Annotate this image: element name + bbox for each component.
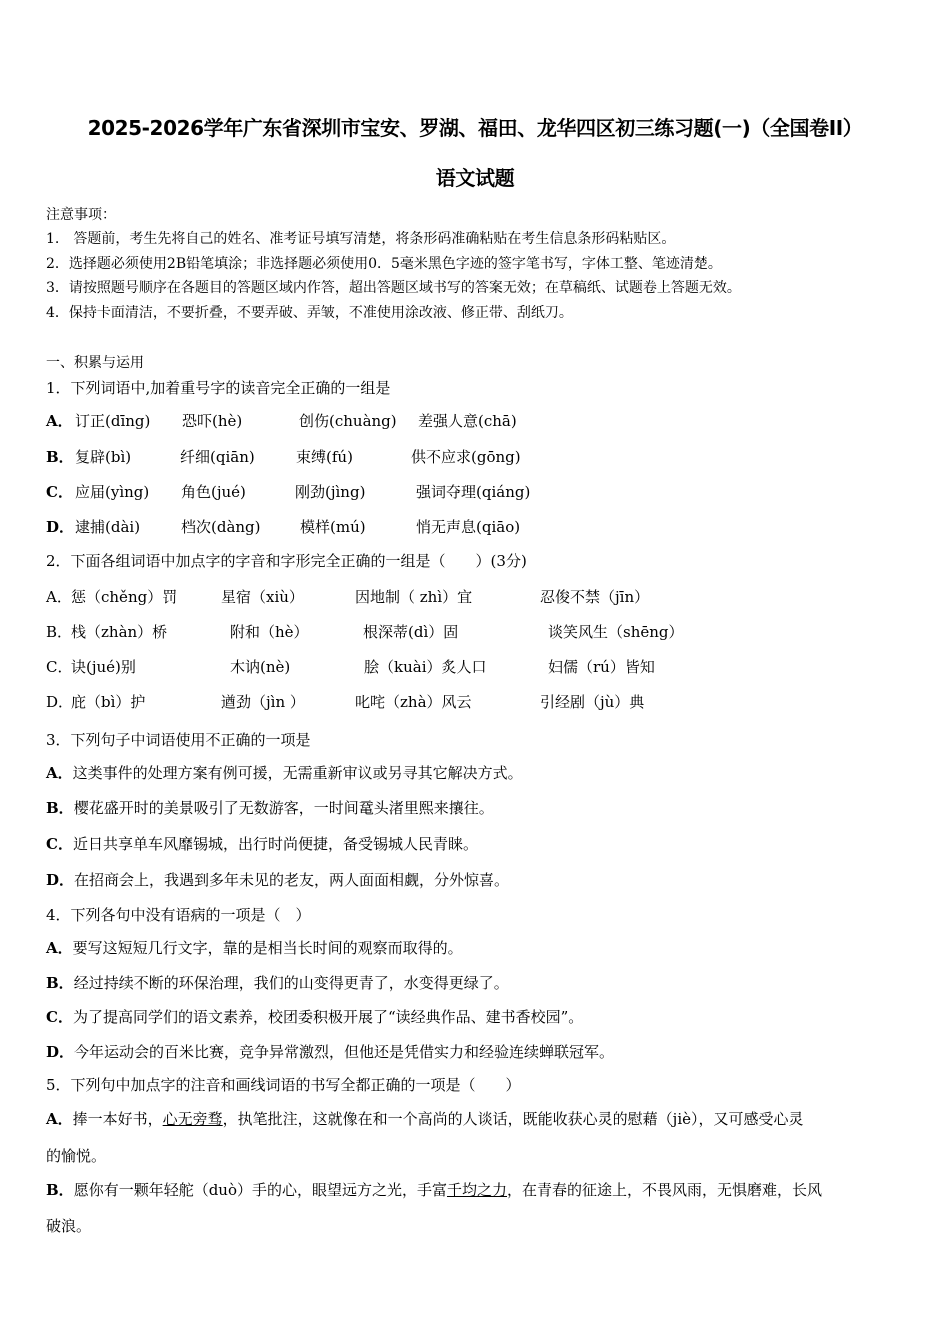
option-label: B．	[46, 1181, 74, 1199]
title-line-2: 语文试题	[435, 166, 515, 190]
q1-option-word: 纤细(qiān)	[180, 448, 255, 466]
q2-option-word: 庇（bì）护	[71, 693, 146, 711]
option-label: C．	[46, 1008, 73, 1026]
q3-option	[46, 869, 509, 890]
option-label: A．	[46, 939, 73, 957]
q2-option-label: C．	[46, 658, 73, 676]
q2-option-word: 惩（chěng）罚	[71, 588, 178, 606]
q2-option-word: 谈笑风生（shēng）	[548, 623, 684, 641]
q3-option	[46, 762, 523, 783]
q1-option-word: 悄无声息(qiāo)	[416, 518, 521, 536]
underlined-phrase: 千均之力	[446, 1181, 507, 1199]
q4-option	[46, 937, 463, 958]
option-text: 这类事件的处理方案有例可援，无需重新审议或另寻其它解决方式。	[72, 764, 523, 782]
q3-option	[46, 797, 494, 818]
q2-option-word: 栈（zhàn）桥	[71, 623, 168, 641]
option-text: 捧一本好书，	[72, 1110, 163, 1128]
notice-item: 4．保持卡面清洁，不要折叠，不要弄破、弄皱，不准使用涂改液、修正带、刮纸刀。	[46, 305, 573, 321]
q2-option-word: 妇儒（rú）皆知	[548, 658, 655, 676]
option-text: 愿你有一颗年轻舵（duò）手的心，眼望远方之光，手富	[73, 1181, 447, 1199]
q2-option-word: 根深蒂(dì）固	[363, 623, 459, 641]
q1-option-word: 束缚(fú)	[296, 448, 353, 466]
q5-option-b	[46, 1179, 822, 1200]
q1-option-label: D．	[46, 518, 75, 536]
q4-option	[46, 1006, 583, 1027]
option-text: 为了提高同学们的语文素养，校团委积极开展了“读经典作品、建书香校园”。	[72, 1008, 584, 1026]
q1-option-word: 逮捕(dài)	[75, 518, 141, 536]
q2-option-word: 遒劲（jìn ）	[221, 693, 305, 711]
q1-option-word: 强词夺理(qiáng)	[416, 483, 531, 501]
q2-option-word: 脍（kuài）炙人口	[364, 658, 487, 676]
option-label: D．	[46, 871, 75, 889]
option-label: A．	[46, 764, 73, 782]
option-text: ，在青春的征途上，不畏风雨，无惧磨难，长风	[507, 1181, 823, 1199]
option-label: B．	[46, 799, 74, 817]
notice-item: 2．选择题必须使用2B铅笔填涂；非选择题必须使用0．5毫米黑色字迹的签字笔书写，字体工整、笔迹清楚。	[46, 256, 722, 272]
q1-stem: 1．下列词语中,加着重号字的读音完全正确的一组是	[46, 379, 391, 397]
option-label: A．	[46, 1110, 73, 1128]
q2-option-label: B．	[46, 623, 73, 641]
q1-option-word: 模样(mú)	[300, 518, 366, 536]
option-text: 今年运动会的百米比赛，竞争异常激烈，但他还是凭借实力和经验连续蝉联冠军。	[74, 1043, 615, 1061]
q5-option-a	[46, 1108, 804, 1129]
option-label: B．	[46, 974, 74, 992]
option-label: C．	[46, 835, 73, 853]
q1-option-label: A．	[46, 412, 73, 430]
section-heading: 一、积累与运用	[46, 355, 144, 371]
q2-option-word: 附和（hè）	[230, 623, 309, 641]
q3-stem: 3．下列句子中词语使用不正确的一项是	[46, 731, 311, 749]
q1-option-word: 差强人意(chā)	[418, 412, 517, 430]
q5-stem: 5．下列句中加点字的注音和画线词语的书写全都正确的一项是（ ）	[46, 1076, 521, 1094]
q2-option-word: 引经剧（jù）典	[540, 693, 645, 711]
option-text: 近日共享单车风靡锡城，出行时尚便捷，备受锡城人民青睐。	[72, 835, 478, 853]
q4-option	[46, 1041, 614, 1062]
option-text: 樱花盛开时的美景吸引了无数游客，一时间鼋头渚里熙来攘往。	[73, 799, 494, 817]
option-text: 经过持续不断的环保治理，我们的山变得更青了，水变得更绿了。	[73, 974, 509, 992]
underlined-phrase: 心无旁骛	[162, 1110, 223, 1128]
notice-item: 1. 答题前，考生先将自己的姓名、准考证号填写清楚，将条形码准确粘贴在考生信息条形码粘贴区。	[46, 231, 676, 247]
q1-option-word: 档次(dàng)	[181, 518, 261, 536]
q2-option-word: 因地制（ zhì）宜	[355, 588, 473, 606]
title-line-1: 2025-2026学年广东省深圳市宝安、罗湖、福田、龙华四区初三练习题(一)（全国卷II）	[87, 116, 863, 140]
q1-option-word: 恐吓(hè)	[182, 412, 243, 430]
q2-option-word: 星宿（xiù）	[221, 588, 304, 606]
q4-stem: 4．下列各句中没有语病的一项是（ ）	[46, 906, 311, 924]
q1-option-label: C．	[46, 483, 73, 501]
q1-option-word: 应届(yìng)	[75, 483, 150, 501]
option-text: 要写这短短几行文字，靠的是相当长时间的观察而取得的。	[72, 939, 463, 957]
q5-option-a-continued: 的愉悦。	[46, 1147, 107, 1165]
q1-option-label: B．	[46, 448, 74, 466]
q5-option-b-continued: 破浪。	[46, 1217, 92, 1235]
q2-option-word: 叱咤（zhà）风云	[355, 693, 472, 711]
q2-option-label: A．	[46, 588, 72, 606]
q1-option-word: 创伤(chuàng)	[299, 412, 397, 430]
option-label: D．	[46, 1043, 75, 1061]
q1-option-word: 角色(jué)	[181, 483, 246, 501]
notice-item: 3．请按照题号顺序在各题目的答题区域内作答，超出答题区域书写的答案无效；在草稿纸、试题卷上答题无效。	[46, 280, 741, 296]
q2-option-word: 诀(jué)别	[71, 658, 136, 676]
q1-option-word: 供不应求(gōng)	[411, 448, 521, 466]
option-text: 在招商会上，我遇到多年未见的老友，两人面面相觑，分外惊喜。	[74, 871, 510, 889]
q1-option-word: 订正(dīng)	[75, 412, 151, 430]
q2-option-word: 木讷(nè)	[230, 658, 291, 676]
q3-option	[46, 833, 478, 854]
q1-option-word: 刚劲(jìng)	[295, 483, 366, 501]
option-text: ，执笔批注，这就像在和一个高尚的人谈话，既能收获心灵的慰藉（jiè），又可感受心灵	[222, 1110, 804, 1128]
q2-option-label: D．	[46, 693, 74, 711]
q2-option-word: 忍俊不禁（jīn）	[540, 588, 650, 606]
notice-heading: 注意事项：	[46, 207, 116, 223]
q2-stem: 2．下面各组词语中加点字的字音和字形完全正确的一组是（ ）(3分)	[46, 552, 527, 570]
q1-option-word: 复辟(bì)	[75, 448, 132, 466]
q4-option	[46, 972, 509, 993]
